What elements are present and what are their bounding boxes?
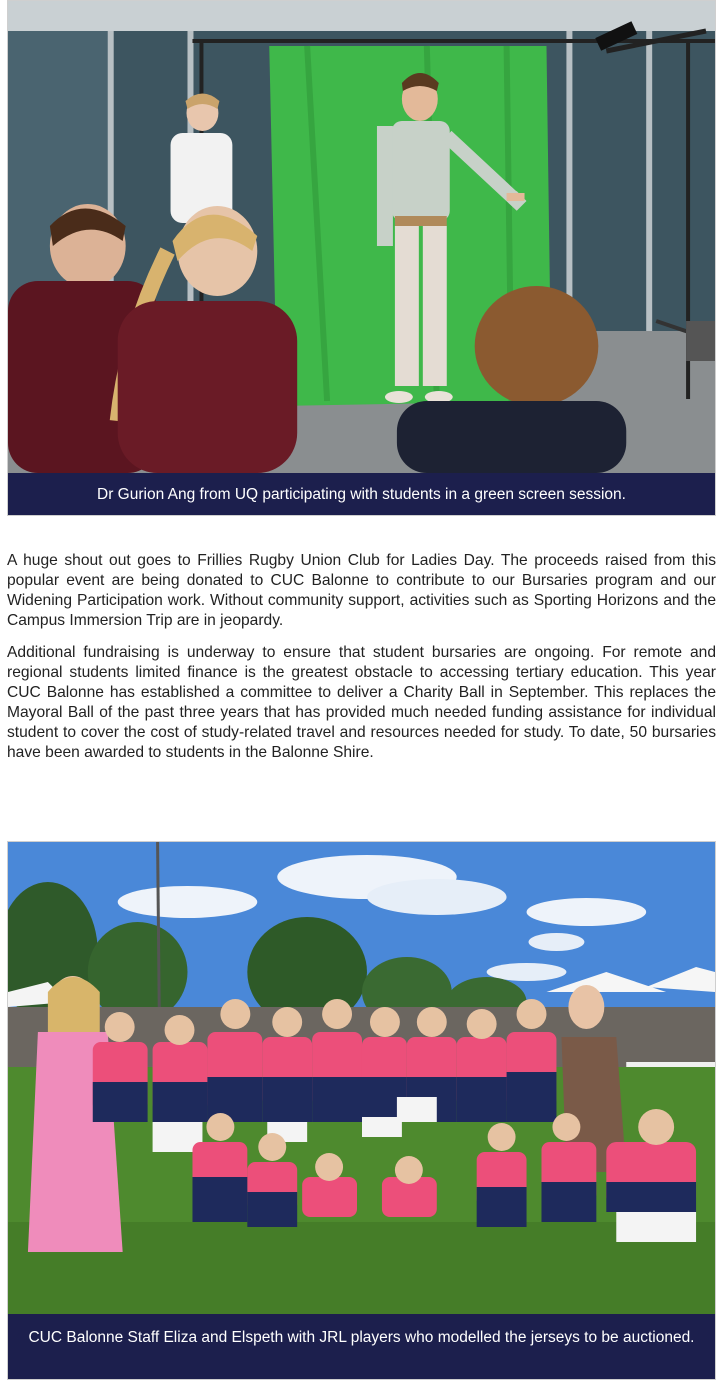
article-body [7,551,716,775]
figure-green-screen [7,0,716,516]
figure-rugby-team [7,841,716,1380]
figure-caption: CUC Balonne Staff Eliza and Elspeth with JRL players who modelled the jerseys to be auctioned. [28,1329,695,1346]
figure-caption: Dr Gurion Ang from UQ participating with students in a green screen session. [97,486,626,503]
rugby-team-photo [8,842,715,1314]
article-paragraph: A huge shout out goes to Frillies Rugby Union Club for Ladies Day. The proceeds raised from this popular event are being donated to CUC Balonne to contribute to our Bursaries program and our Widening Participation work. Without community support, activities such as Sporting Horizons and the Campus Immersion Trip are in jeopardy. [7,552,716,629]
article-paragraph: Additional fundraising is underway to ensure that student bursaries are ongoing. For remote and regional students limited finance is the greatest obstacle to accessing tertiary education. This year CUC Balonne has established a committee to deliver a Charity Ball in September. This replaces the Mayoral Ball of the past three years that has provided much needed funding assistance for individual student to cover the cost of study-related travel and resources needed for study. To date, 50 bursaries have been awarded to students in the Balonne Shire. [7,644,716,761]
green-screen-photo [8,1,715,473]
